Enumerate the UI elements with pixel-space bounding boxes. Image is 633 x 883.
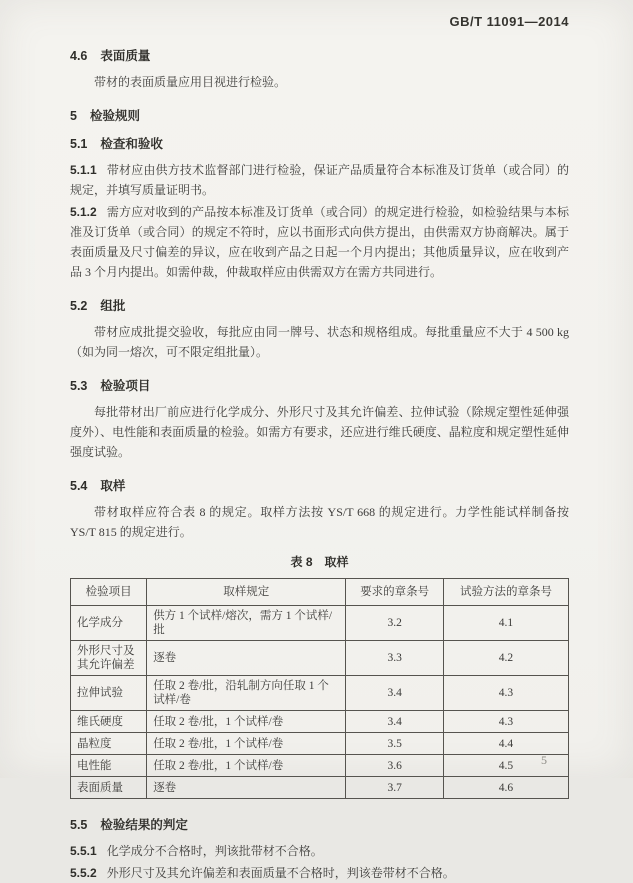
paragraph-5-3: 每批带材出厂前应进行化学成分、外形尺寸及其允许偏差、拉伸试验（除规定塑性延伸强度外）、电性能和表面质量的检验。如需方有要求，还应进行维氏硬度、晶粒度和规定塑性延伸强度试验。	[70, 405, 569, 459]
paragraph-5-5-2	[70, 863, 569, 883]
table-number-label: 表 8	[290, 555, 313, 569]
section-number: 5.4	[70, 479, 88, 493]
table-cell: 4.6	[443, 777, 568, 799]
section-number: 5.1	[70, 137, 88, 151]
table-cell: 3.3	[346, 641, 444, 676]
section-title: 检验结果的判定	[100, 818, 188, 832]
table-cell: 4.2	[443, 641, 568, 676]
section-heading-5-4	[70, 476, 569, 496]
section-number: 5.3	[70, 379, 88, 393]
clause-number: 5.5.1	[70, 844, 97, 858]
table-cell: 表面质量	[71, 777, 147, 799]
table-row-vickers-hardness	[71, 711, 569, 733]
section-heading-5-3	[70, 376, 569, 396]
section-number: 4.6	[70, 49, 88, 63]
table-cell: 4.3	[443, 711, 568, 733]
paragraph-5-4: 带材取样应符合表 8 的规定。取样方法按 YS/T 668 的规定进行。力学性能试样制备按 YS/T 815 的规定进行。	[70, 505, 569, 539]
section-title: 组批	[100, 299, 126, 313]
table-cell: 3.2	[346, 606, 444, 641]
paragraph-5-1-2	[70, 202, 569, 282]
table-cell: 晶粒度	[71, 733, 147, 755]
table-cell: 拉伸试验	[71, 676, 147, 711]
section-title: 检查和验收	[100, 137, 163, 151]
section-title: 检验规则	[89, 109, 140, 123]
table-cell: 4.1	[443, 606, 568, 641]
table-title-text: 取样	[324, 555, 349, 569]
paragraph-5-5-1	[70, 841, 569, 861]
section-heading-5-1	[70, 134, 569, 154]
table-cell: 逐卷	[147, 777, 346, 799]
table-cell: 4.4	[443, 733, 568, 755]
section-heading-5	[70, 106, 569, 126]
table-cell: 化学成分	[71, 606, 147, 641]
section-heading-5-2	[70, 296, 569, 316]
table-row-electrical-property	[71, 755, 569, 777]
table-cell: 任取 2 卷/批，1 个试样/卷	[147, 711, 346, 733]
table-header-requirement-clause: 要求的章条号	[346, 579, 444, 606]
table-cell: 供方 1 个试样/熔次，需方 1 个试样/批	[147, 606, 346, 641]
table-row-tensile-test	[71, 676, 569, 711]
table-header-sampling-rule: 取样规定	[147, 579, 346, 606]
table-cell: 外形尺寸及其允许偏差	[71, 641, 147, 676]
table-cell: 逐卷	[147, 641, 346, 676]
table-cell: 3.5	[346, 733, 444, 755]
clause-number: 5.1.1	[70, 163, 97, 177]
table-cell: 任取 2 卷/批，1 个试样/卷	[147, 733, 346, 755]
table-header-row	[71, 579, 569, 606]
paragraph-5-1-1	[70, 160, 569, 200]
clause-number: 5.5.2	[70, 866, 97, 880]
table-row-surface-quality	[71, 777, 569, 799]
table-8-sampling	[70, 578, 569, 799]
clause-number: 5.1.2	[70, 205, 97, 219]
clause-text: 外形尺寸及其允许偏差和表面质量不合格时，判该卷带材不合格。	[106, 866, 455, 880]
standard-code-header: GB/T 11091—2014	[449, 14, 569, 29]
table-cell: 电性能	[71, 755, 147, 777]
table-header-test-method-clause: 试验方法的章条号	[443, 579, 568, 606]
section-number: 5.2	[70, 299, 88, 313]
section-number: 5.5	[70, 818, 88, 832]
table-cell: 维氏硬度	[71, 711, 147, 733]
clause-text: 需方应对收到的产品按本标准及订货单（或合同）的规定进行检验，如检验结果与本标准及订货单（或合同）的规定不符时，应以书面形式向供方提出，由供需双方协商解决。属于表面质量及尺寸偏差的异议，应在收到产品之日起一个月内提出；其他质量异议，应在收到产品 3 个月内提出。如需仲裁，仲裁取样应由供需双方在需方共同进行。	[70, 205, 569, 279]
section-heading-4-6	[70, 46, 569, 66]
table-row-grain-size	[71, 733, 569, 755]
section-title: 表面质量	[100, 49, 151, 63]
table-cell: 任取 2 卷/批，沿轧制方向任取 1 个试样/卷	[147, 676, 346, 711]
table-cell: 4.5	[443, 755, 568, 777]
section-number: 5	[70, 109, 77, 123]
paragraph-4-6: 带材的表面质量应用目视进行检验。	[94, 75, 287, 89]
section-heading-5-5	[70, 815, 569, 835]
table-row-dimensions	[71, 641, 569, 676]
table-cell: 3.4	[346, 711, 444, 733]
page-number: 5	[541, 753, 547, 767]
table-cell: 4.3	[443, 676, 568, 711]
paragraph-5-2: 带材应成批提交验收，每批应由同一牌号、状态和规格组成。每批重量应不大于 4 500 kg（如为同一熔次，可不限定组批量）。	[70, 325, 569, 359]
clause-text: 带材应由供方技术监督部门进行检验，保证产品质量符合本标准及订货单（或合同）的规定，并填写质量证明书。	[70, 163, 569, 197]
table-cell: 3.6	[346, 755, 444, 777]
section-title: 取样	[100, 479, 126, 493]
table-cell: 任取 2 卷/批，1 个试样/卷	[147, 755, 346, 777]
section-title: 检验项目	[100, 379, 151, 393]
table-row-chemical-composition	[71, 606, 569, 641]
table-cell: 3.4	[346, 676, 444, 711]
clause-text: 化学成分不合格时，判该批带材不合格。	[106, 844, 323, 858]
table-8-caption	[70, 552, 569, 572]
table-header-inspection-item: 检验项目	[71, 579, 147, 606]
table-cell: 3.7	[346, 777, 444, 799]
